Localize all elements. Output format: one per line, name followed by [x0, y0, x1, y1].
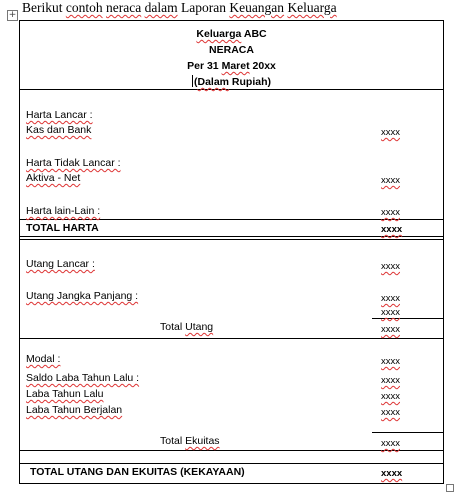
- header-unit: [19, 75, 444, 89]
- table-move-handle-icon[interactable]: +: [8, 10, 17, 20]
- equity-subtotal-rule: [372, 432, 444, 433]
- total-liabilities-word: Total: [160, 321, 186, 333]
- longterm-liabilities-value: xxxx: [381, 307, 400, 318]
- noncurrent-assets-label: Harta Tidak Lancar :: [26, 157, 121, 169]
- caption-word: dalam: [144, 0, 178, 15]
- header-unit-open: (: [193, 76, 198, 88]
- current-liabilities-value: xxxx: [381, 261, 400, 272]
- capital-value: xxxx: [381, 356, 400, 367]
- total-equity-label: [160, 435, 220, 448]
- caption-word: Keuangan: [229, 0, 285, 15]
- other-assets-value: xxxx: [381, 207, 400, 218]
- header-family: [19, 28, 444, 41]
- longterm-liabilities-label: Utang Jangka Panjang :: [26, 290, 139, 302]
- header-date: [19, 60, 444, 73]
- assets-total-bottom-rule: [19, 236, 444, 237]
- total-assets-label: TOTAL HARTA: [26, 222, 99, 234]
- grand-total-label: TOTAL UTANG DAN EKUITAS (KEKAYAAN): [30, 466, 245, 478]
- retained-earnings-value: xxxx: [381, 375, 400, 386]
- caption-part: Laporan: [177, 0, 230, 15]
- header-unit-rest: Rupiah): [229, 76, 271, 88]
- header-family-word: Keluarga: [196, 28, 242, 40]
- current-year-profit-label: Laba Tahun Berjalan: [26, 404, 123, 416]
- liabilities-total-rule: [19, 338, 444, 339]
- caption-text: [22, 0, 337, 16]
- text-cursor: [192, 75, 193, 87]
- current-liabilities-label: Utang Lancar :: [26, 258, 95, 270]
- total-equity-word: Total: [160, 435, 186, 447]
- header-date-month: Maret: [221, 60, 250, 72]
- total-liabilities-word: Utang: [185, 321, 214, 333]
- cash-value: xxxx: [381, 127, 400, 138]
- table-resize-handle-icon[interactable]: [446, 484, 454, 492]
- capital-label: Modal :: [26, 353, 61, 365]
- total-liabilities-label: [160, 321, 213, 334]
- header-title: NERACA: [209, 44, 254, 56]
- grand-total-top-rule: [19, 463, 444, 464]
- caption-part: Berikut: [22, 0, 66, 15]
- caption-word: neraca: [106, 0, 142, 15]
- fixed-assets-value: xxxx: [381, 175, 400, 186]
- total-assets-value: xxxx: [381, 224, 403, 235]
- header-date-suffix: 20xx: [249, 60, 276, 72]
- header-unit-word: Dalam: [197, 76, 229, 88]
- header-date-prefix: Per 31: [187, 60, 222, 72]
- header-family-suffix: ABC: [241, 28, 267, 40]
- equity-total-rule: [19, 450, 444, 451]
- current-year-profit-value: xxxx: [381, 407, 400, 418]
- header-divider: [19, 89, 444, 90]
- caption-word: Keluarga: [287, 0, 337, 15]
- grand-total-value: xxxx: [381, 468, 403, 479]
- prior-year-profit-label: Laba Tahun Lalu: [26, 388, 104, 400]
- retained-earnings-label: Saldo Laba Tahun Lalu :: [26, 372, 140, 384]
- longterm-liabilities-value: xxxx: [381, 293, 400, 304]
- assets-total-top-rule: [19, 219, 444, 220]
- caption-word: contoh: [65, 0, 103, 15]
- current-assets-label: Harta Lancar :: [26, 109, 93, 121]
- section-divider: [19, 239, 444, 240]
- fixed-assets-label: Aktiva - Net: [26, 172, 81, 184]
- cash-label: Kas dan Bank: [26, 124, 92, 136]
- total-equity-value: xxxx: [381, 438, 400, 449]
- prior-year-profit-value: xxxx: [381, 391, 400, 402]
- total-equity-word: Ekuitas: [185, 435, 220, 447]
- total-liabilities-value: xxxx: [381, 324, 400, 335]
- other-assets-label: Harta lain-Lain :: [26, 205, 101, 217]
